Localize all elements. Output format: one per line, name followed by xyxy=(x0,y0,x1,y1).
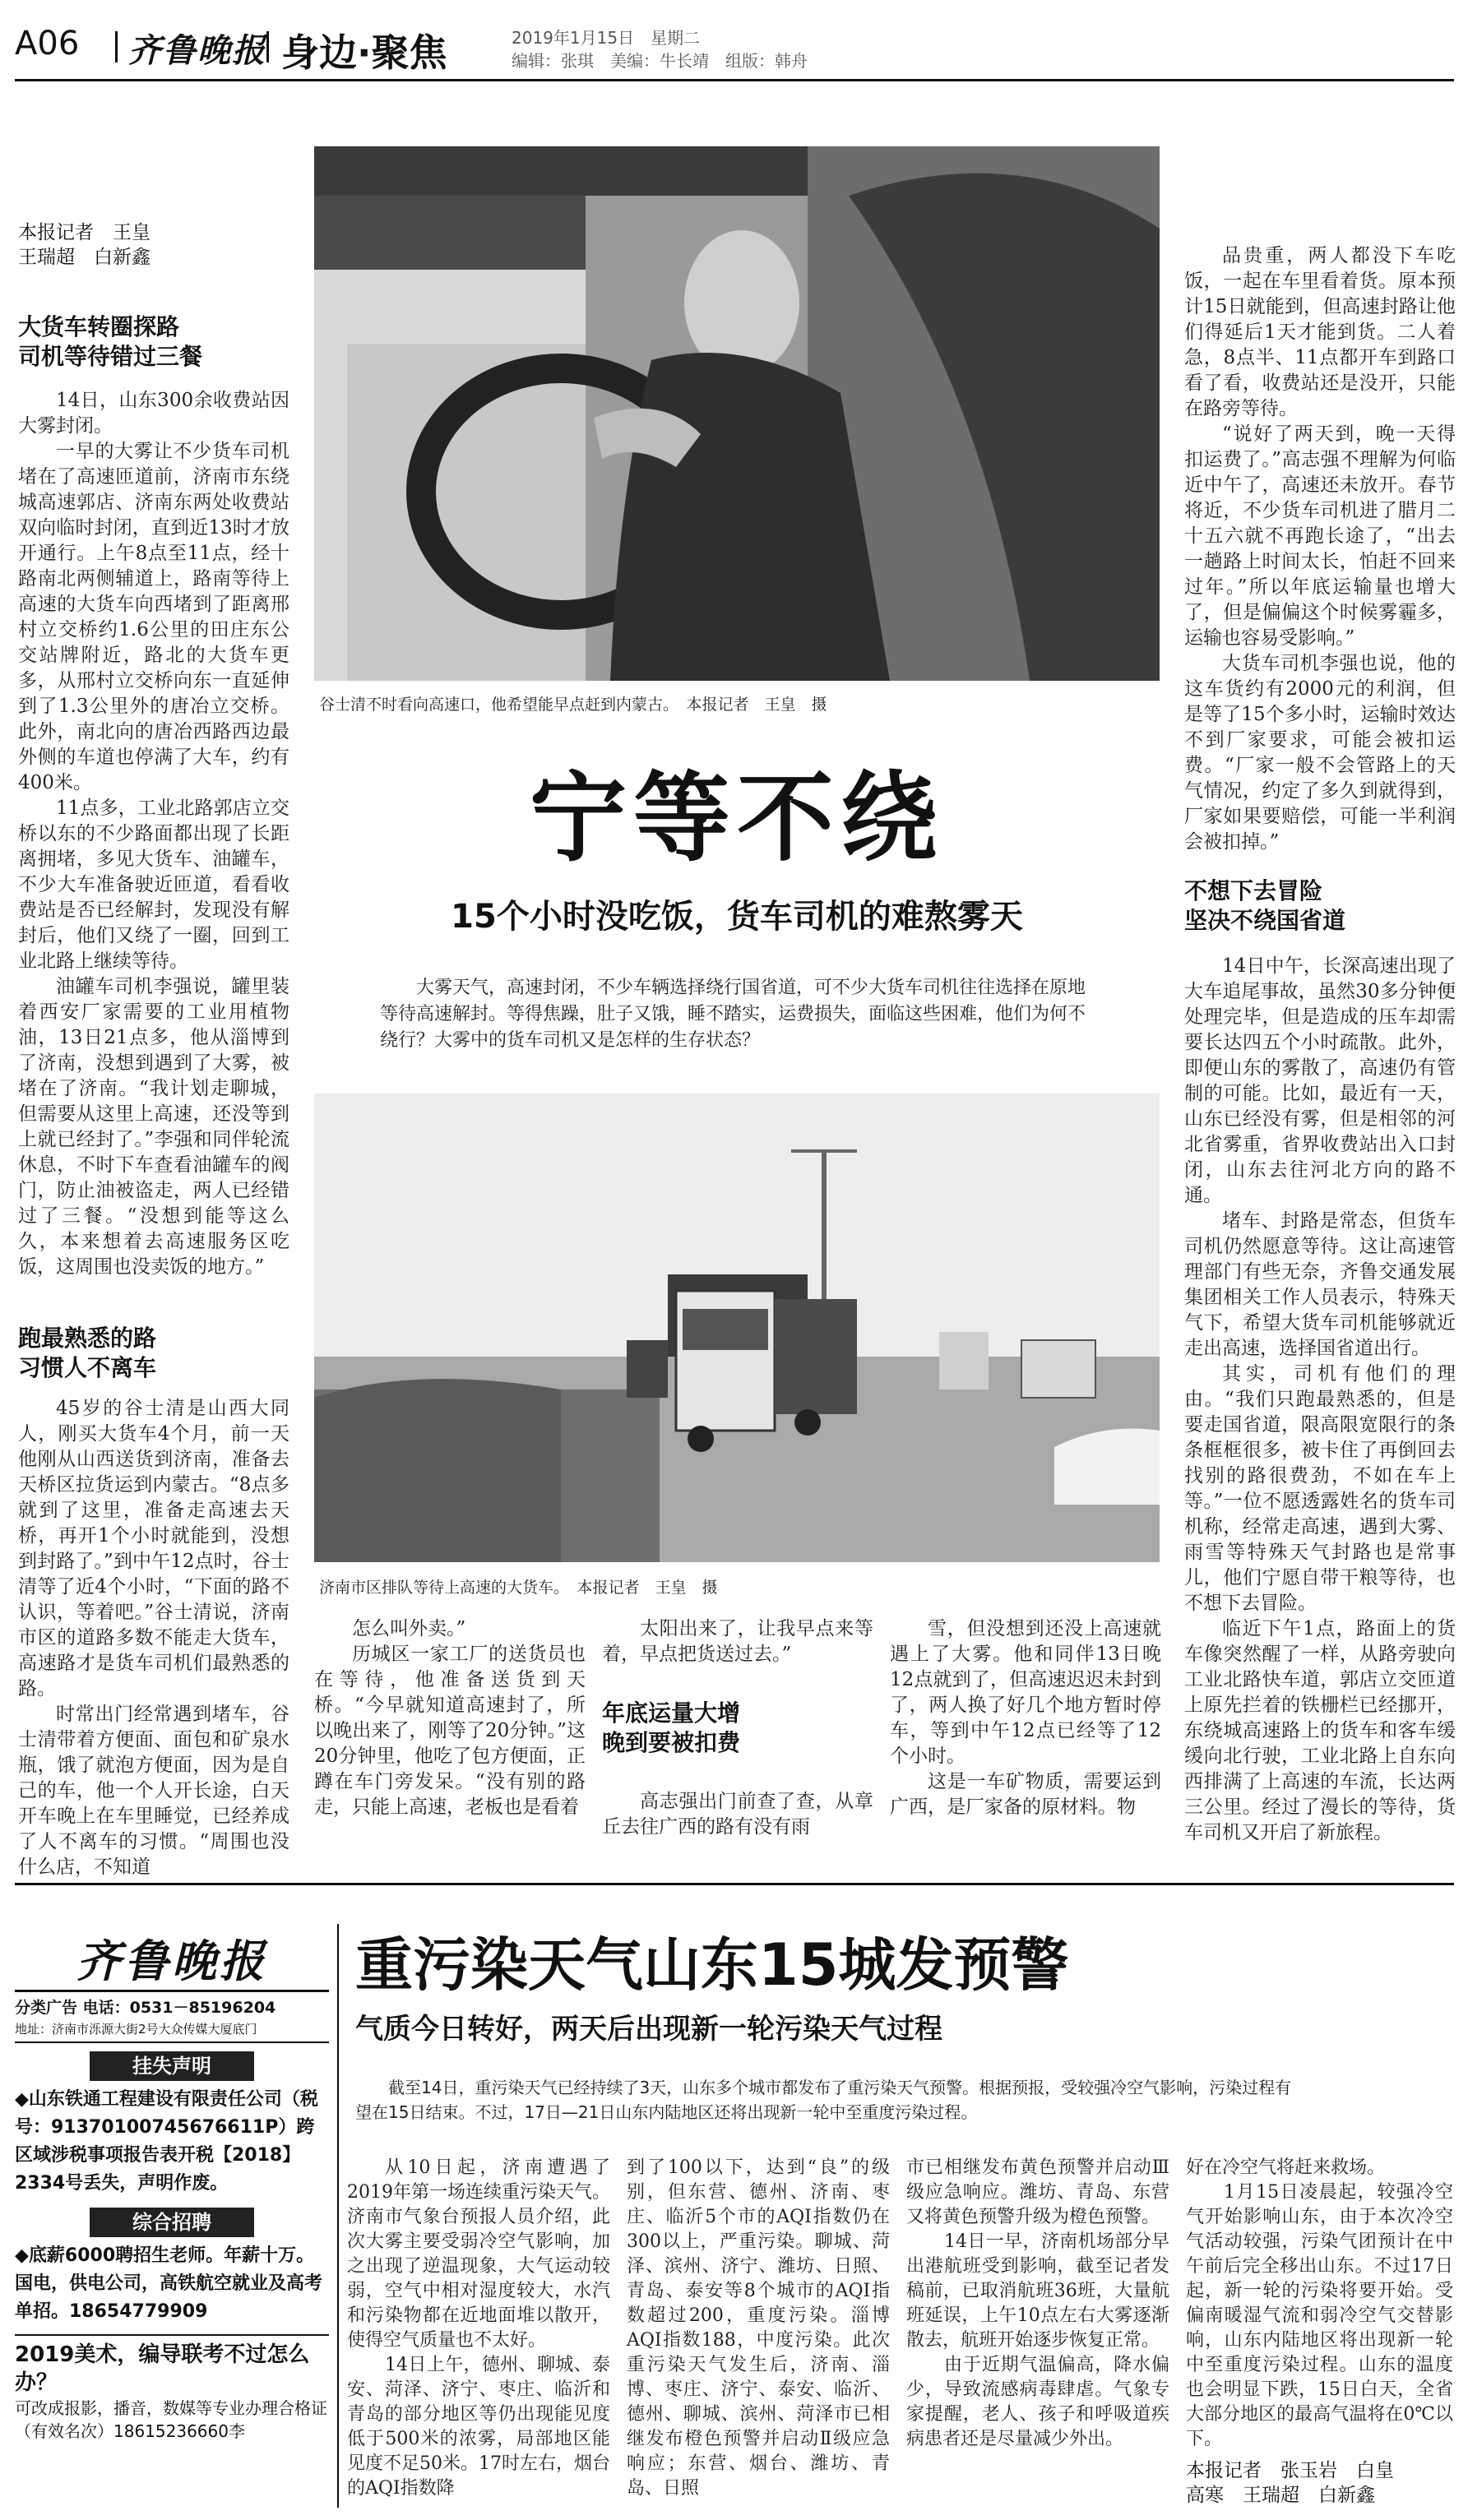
paragraph: 这是一车矿物质，需要运到广西，是厂家备的原材料。物 xyxy=(890,1771,1161,1818)
ads-divider xyxy=(337,1924,339,2508)
byline-line: 本报记者 王皇 xyxy=(18,222,151,243)
page-number: A06 xyxy=(15,25,80,62)
ads-phone: 分类广告 电话：0531－85196204 xyxy=(15,1999,276,2017)
paragraph: 1月15日凌晨起，较强冷空气开始影响山东，由于本次冷空气活动较强，污染气团预计在中午前后完全移出山东。不过17日起，新一轮的污染将要开始。受偏南暖湿气流和弱冷空气交替影响，山东内陆地区将出现新一轮中至重度污染过程。山东的温度也会明显下跌，15日白天，全省大部分地区的最高气温将在0℃以下。 xyxy=(1186,2182,1453,2449)
paragraph: 大货车司机李强也说，他的这车货约有2000元的利润，但是等了15个多小时，运输时效达不到厂家要求，可能会被扣运费。“厂家一般不会管路上的天气情况，约定了多久到就得到，厂家如果要赔偿，可能一半利润会被扣掉。” xyxy=(1184,653,1456,853)
story1-column-c2 xyxy=(602,1789,873,1847)
paragraph: 一早的大雾让不少货车司机堵在了高速匝道前，济南市东绕城高速郭店、济南东两处收费站双向临时封闭，直到近13时才放开通行。上午8点至11点，经十路南北两侧辅道上，路南等待上高速的大货车向西堵到了距离邢村立交桥约1.6公里的田庄东公交站牌附近，路北的大货车更多，从邢村立交桥向东一直延伸到了1.3公里外的唐冶立交桥。此外，南北向的唐冶西路西边最外侧的车道也停满了大车，约有400米。 xyxy=(18,441,289,793)
story1-column-c xyxy=(602,1616,873,1671)
ads-logo: 齐鲁晚报 xyxy=(15,1932,329,1992)
story1-lead: 大雾天气，高速封闭，不少车辆选择绕行国省道，可不少大货车司机往往选择在原地等待高速解封。等得焦躁，肚子又饿，睡不踏实，运费损失，面临这些困难，他们为何不绕行？大雾中的货车司机又是怎样的生存状态？ xyxy=(380,978,1086,1051)
photo-trucks-queue xyxy=(314,1094,1160,1562)
ads-promo-text: 可改成报影，播音，数媒等专业办理合格证（有效名次）18615236660李 xyxy=(15,2398,327,2441)
paragraph: 到了100以下，达到“良”的级别，但东营、德州、济南、枣庄、临沂5个市的AQI指数仍在300以上，严重污染。聊城、菏泽、滨州、济宁、潍坊、日照、青岛、泰安等8个城市的AQI指数超过200，重度污染。淄博AQI指数188，中度污染。此次重污染天气发生后，济南、淄博、枣庄、济宁、泰安、临沂、德州、聊城、滨州、菏泽市已相继发布橙色预警并启动Ⅱ级应急响应；东营、烟台、潍坊、青岛、日照 xyxy=(627,2157,890,2499)
paragraph: 怎么叫外卖。” xyxy=(352,1618,466,1639)
story2-column-4 xyxy=(1186,2156,1453,2456)
paragraph: 雪，但没想到还没上高速就遇上了大雾。他和同伴13日晚12点就到了，但高速迟迟未封到了，两人换了好几个地方暂时停车，等到中午12点已经等了12个小时。 xyxy=(890,1618,1161,1767)
paragraph: 14日上午，德州、聊城、泰安、菏泽、济宁、枣庄、临沂和青岛的部分地区等仍出现能见度低于500米的浓雾，局部地区能见度不足50米。17时左右，烟台的AQI指数降 xyxy=(347,2355,610,2499)
paragraph: 其实，司机有他们的理由。“我们只跑最熟悉的，但是要走国省道，限高限宽限行的条条框框很多，被卡住了再倒回去找别的路很费劲，不如在车上等。”一位不愿透露姓名的货车司机称，经常走高速，遇到大雾、雨雪等特殊天气封路也是常事儿，他们宁愿自带干粮等待，也不想下去冒险。 xyxy=(1184,1363,1456,1614)
photo2-caption: 济南市区排队等待上高速的大货车。 本报记者 王皇 摄 xyxy=(319,1579,718,1597)
paragraph: 油罐车司机李强说，罐里装着西安厂家需要的工业用植物油，13日21点多，他从淄博到了济南，没想到遇到了大雾，被堵在了济南。“我计划走聊城，但需要从这里上高速，还没等到上就已经封了。”李强和同伴轮流休息，不时下车查看油罐车的阀门，防止油被盗走，两人已经错过了三餐。“没想到能等这么久，本来想着去高速服务区吃饭，这周围也没卖饭的地方。” xyxy=(18,976,289,1278)
paragraph: 太阳出来了，让我早点来等着，早点把货送过去。” xyxy=(602,1618,873,1665)
ads-section-recruit: 综合招聘 xyxy=(90,2208,254,2237)
ads-address: 地址：济南市泺源大街2号大众传媒大厦底门 xyxy=(15,2020,329,2043)
trucks-photo-illustration xyxy=(314,1094,1160,1562)
subhead-4 xyxy=(602,1699,873,1758)
ads-recruit-notice: ◆底薪6000聘招生老师。年薪十万。国电，供电公司，高铁航空就业及高考单招。18654779909 xyxy=(15,2245,323,2322)
paragraph: 高志强出门前查了查，从章丘去往广西的路有没有雨 xyxy=(602,1791,873,1838)
byline-line: 王瑞超 白新鑫 xyxy=(18,247,151,268)
paragraph: 14日一早，济南机场部分早出港航班受到影响，截至记者发稿前，已取消航班36班，大量航班延误，上午10点左右大雾逐渐散去，航班开始逐步恢复正常。 xyxy=(906,2231,1169,2351)
subhead-line: 不想下去冒险 xyxy=(1184,877,1323,904)
story2-byline xyxy=(1186,2458,1453,2508)
masthead-logo: 齐鲁晚报 xyxy=(128,31,266,70)
paragraph: 14日中午，长深高速出现了大车追尾事故，虽然30多分钟便处理完毕，但是造成的压车却需要长达四五个小时疏散。此外，即便山东的雾散了，高速仍有管制的可能。比如，最近有一天，山东已经没有雾，但是相邻的河北省雾重，省界收费站出入口封闭，山东去往河北方向的路不通。 xyxy=(1184,955,1456,1206)
subhead-line: 司机等待错过三餐 xyxy=(18,343,203,370)
ads-section-lost: 挂失声明 xyxy=(90,2051,254,2081)
story1-column-a xyxy=(18,388,289,1314)
header-rule xyxy=(15,79,1454,81)
subhead-line: 年底运量大增 xyxy=(602,1699,741,1727)
story2-column-2 xyxy=(627,2156,890,2509)
paragraph: “说好了两天到，晚一天得扣运费了。”高志强不理解为何临近中午了，高速还未放开。春节将近，不少货车司机进了腊月二十五六就不再跑长途了，“出去一趟路上时间太长，怕赶不回来过年。”所以年底运输量也增大了，但是偏偏这个时候雾霾多，运输也容易受影响。” xyxy=(1184,423,1456,649)
story1-column-e xyxy=(1184,243,1456,862)
photo-driver-in-cab xyxy=(314,146,1160,681)
story1-column-b xyxy=(314,1616,586,1847)
paragraph: 14日，山东300余收费站因大雾封闭。 xyxy=(18,390,289,437)
paragraph: 市已相继发布黄色预警并启动Ⅲ级应急响应。潍坊、青岛、东营又将黄色预警升级为橙色预警。 xyxy=(906,2157,1169,2227)
editors: 编辑：张琪 美编：牛长靖 组版：韩舟 xyxy=(512,51,808,71)
story1-column-a2 xyxy=(18,1396,289,1878)
subhead-line: 大货车转圈探路 xyxy=(18,313,180,340)
paragraph: 45岁的谷士清是山西大同人，刚买大货车4个月，前一天他刚从山西送货到济南，准备去天桥区拉货运到内蒙古。“8点多就到了这里，准备走高速去天桥，再开1个小时就能到，没想到封路了。”到中午12点时，谷士清等了近4个小时，“下面的路不认识，等着吧。”谷士清说，济南市区的道路多数不能走大货车，高速路才是货车司机们最熟悉的路。 xyxy=(18,1398,289,1699)
subhead-line: 跑最熟悉的路 xyxy=(18,1325,157,1352)
byline-line: 高寒 王瑞超 白新鑫 xyxy=(1186,2485,1375,2506)
section-title: 身边·聚焦 xyxy=(281,30,447,75)
ads-lost-notice: ◆山东铁通工程建设有限责任公司（税号：91370100745676611P）跨区域涉税事项报告表开税【2018】2334号丢失，声明作废。 xyxy=(15,2089,318,2194)
subhead-line: 坚决不绕国省道 xyxy=(1184,907,1346,934)
issue-date: 2019年1月15日 星期二 xyxy=(512,28,701,48)
driver-photo-illustration xyxy=(314,146,1160,681)
paragraph: 好在冷空气将赶来救场。 xyxy=(1186,2157,1386,2178)
classified-ads xyxy=(15,1932,329,2508)
paragraph: 从10日起，济南遭遇了2019年第一场连续重污染天气。济南市气象台预报人员介绍，此次大雾主要受弱冷空气影响，加之出现了逆温现象，大气运动较弱，空气中相对湿度较大，水汽和污染物都在近地面堆以散开，使得空气质量也不太好。 xyxy=(347,2157,610,2351)
story1-column-d xyxy=(890,1616,1161,1847)
header-divider xyxy=(115,31,118,62)
subhead-line: 习惯人不离车 xyxy=(18,1354,157,1381)
photo1-caption: 谷士清不时看向高速口，他希望能早点赶到内蒙古。 本报记者 王皇 摄 xyxy=(319,696,827,714)
header-divider xyxy=(266,31,269,62)
paragraph: 11点多，工业北路郭店立交桥以东的不少路面都出现了长距离拥堵，多见大货车、油罐车，不少大车准备驶近匝道，看看收费站是否已经解封，发现没有解封后，他们又绕了一圈，回到工业北路上继续等待。 xyxy=(18,798,289,972)
story1-byline xyxy=(18,220,289,270)
story2-column-3 xyxy=(906,2156,1169,2509)
paragraph: 品贵重，两人都没下车吃饭，一起在车里看着货。原本预计15日就能到，但高速封路让他们得延后1天才能到货。二人着急，8点半、11点都开车到路口看了看，收费站还是没开，只能在路旁等待。 xyxy=(1184,245,1456,419)
paragraph: 历城区一家工厂的送货员也在等待，他准备送货到天桥。“今早就知道高速封了，所以晚出来了，刚等了20分钟。”这20分钟里，他吃了包方便面，正蹲在车门旁发呆。“没有别的路走，只能上高速，老板也是看着 xyxy=(314,1644,586,1818)
paragraph: 由于近期气温偏高，降水偏少，导致流感病毒肆虐。气象专家提醒，老人、孩子和呼吸道疾病患者还是尽量减少外出。 xyxy=(906,2355,1169,2449)
story2-headline: 重污染天气山东15城发预警 xyxy=(355,1931,1069,1999)
story-divider xyxy=(15,1883,1454,1885)
story1-headline: 宁等不绕 xyxy=(529,761,944,875)
ads-promo-title: 2019美术，编导联考不过怎么办？ xyxy=(15,2334,329,2397)
story2-column-1 xyxy=(347,2156,610,2509)
paragraph: 时常出门经常遇到堵车，谷士清带着方便面、面包和矿泉水瓶，饿了就泡方便面，因为是自己的车，他一个人开长途，白天开车晚上在车里睡觉，已经养成了人不离车的习惯。“周围也没什么店，不知道 xyxy=(18,1704,289,1878)
subhead-2 xyxy=(18,1324,289,1383)
subhead-line: 晚到要被扣费 xyxy=(602,1729,741,1756)
subhead-3 xyxy=(1184,876,1456,936)
subhead-1 xyxy=(18,312,289,372)
story2-lead: 截至14日，重污染天气已经持续了3天，山东多个城市都发布了重污染天气预警。根据预报，受较强冷空气影响，污染过程有望在15日结束。不过，17日—21日山东内陆地区还将出现新一轮中至重度污染过程。 xyxy=(355,2078,1292,2122)
story1-column-e2 xyxy=(1184,954,1456,1846)
paragraph: 临近下午1点，路面上的货车像突然醒了一样，从路旁驶向工业北路快车道，郭店立交匝道上原先拦着的铁栅栏已经挪开，东绕城高速路上的货车和客车缓缓向北行驶，工业北路上自东向西排满了上高速的车流，长达两三公里。经过了漫长的等待，货车司机又开启了新旅程。 xyxy=(1184,1618,1456,1843)
paragraph: 堵车、封路是常态，但货车司机仍然愿意等待。这让高速管理部门有些无奈，齐鲁交通发展集团相关工作人员表示，特殊天气下，希望大货车司机能够就近走出高速，选择国省道出行。 xyxy=(1184,1210,1456,1359)
story1-subheadline: 15个小时没吃饭，货车司机的难熬雾天 xyxy=(451,898,1023,936)
story2-subheadline: 气质今日转好，两天后出现新一轮污染天气过程 xyxy=(355,2013,942,2046)
byline-line: 本报记者 张玉岩 白皇 xyxy=(1186,2460,1394,2481)
